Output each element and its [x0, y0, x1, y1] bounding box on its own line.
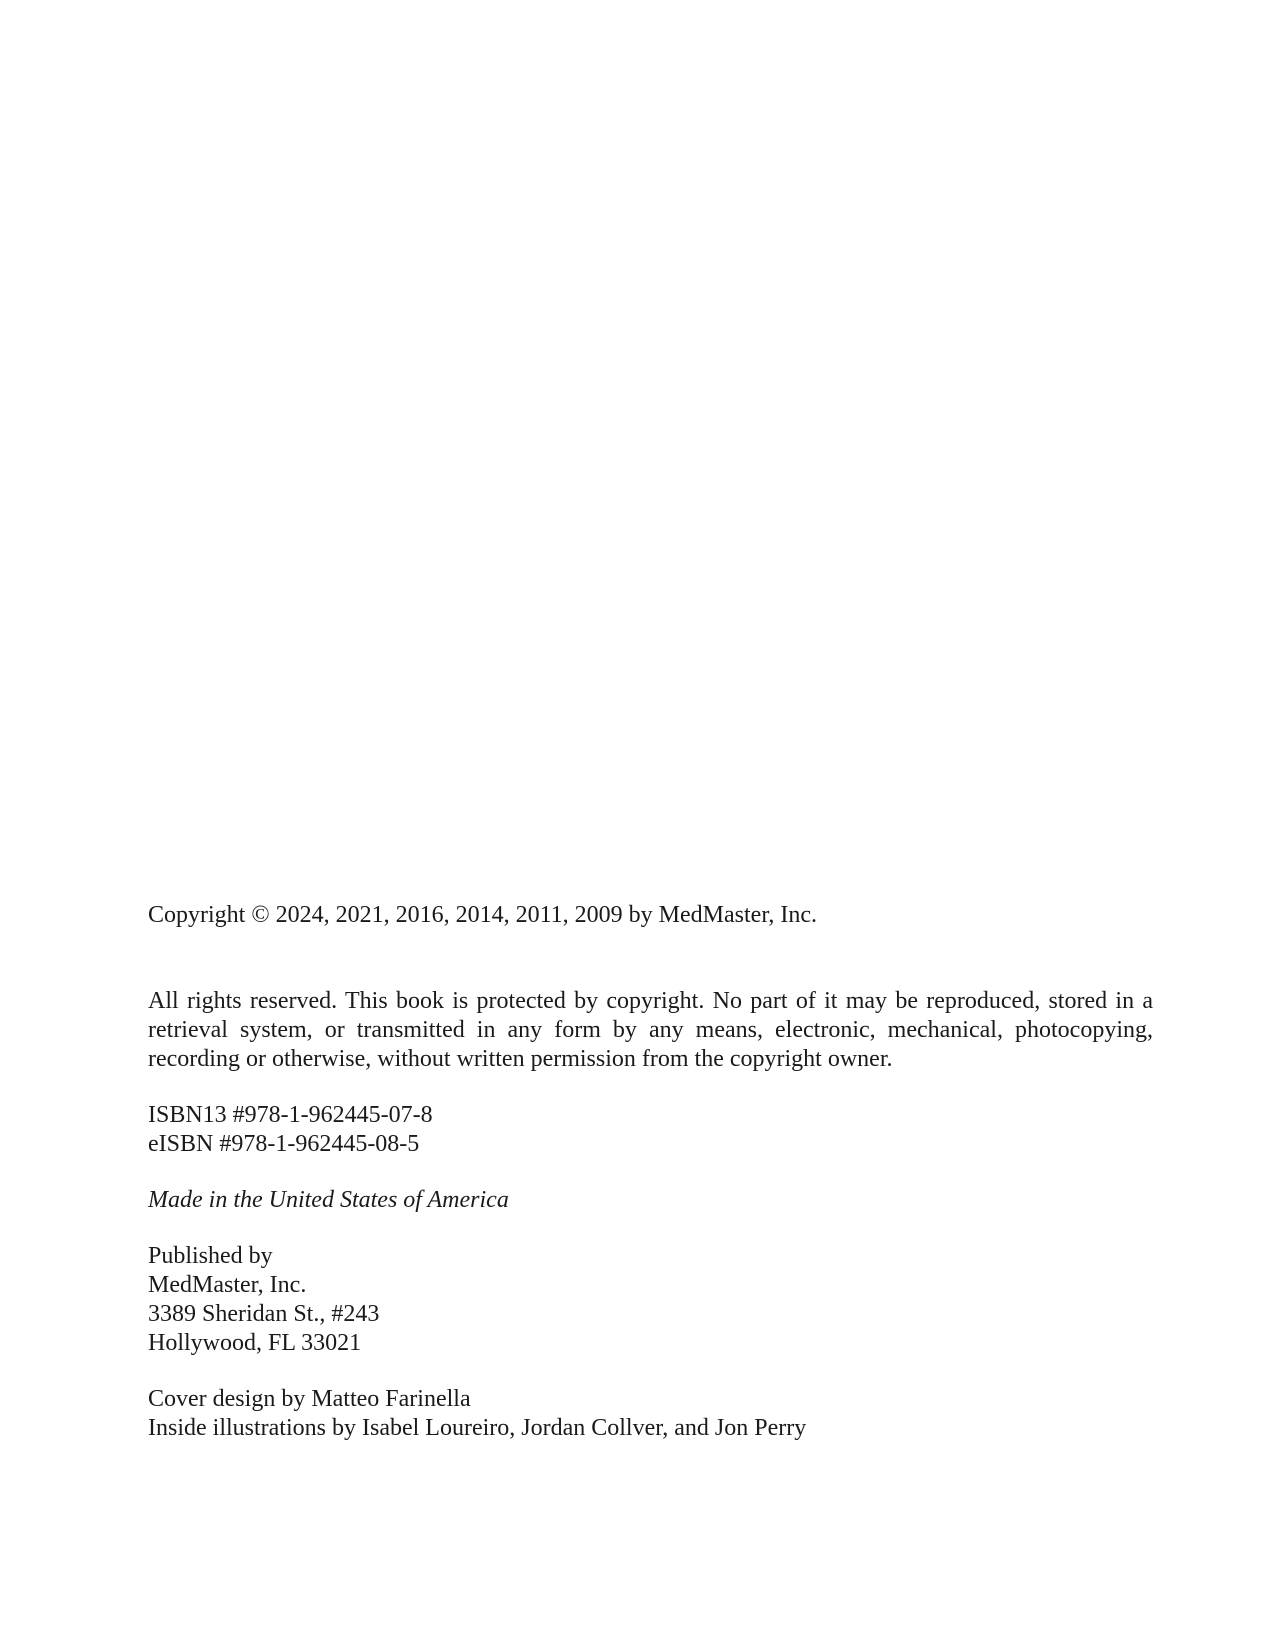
- copyright-notice: Copyright © 2024, 2021, 2016, 2014, 2011, 2009 by MedMaster, Inc.: [148, 902, 817, 928]
- publisher-label: Published by: [148, 1243, 273, 1269]
- isbn-ebook: eISBN #978-1-962445-08-5: [148, 1131, 420, 1157]
- spacer: [148, 1215, 1153, 1242]
- spacer: [148, 1074, 1153, 1101]
- spacer: [148, 1159, 1153, 1186]
- illustration-credit: Inside illustrations by Isabel Loureiro, Jordan Collver, and Jon Perry: [148, 1415, 807, 1441]
- publisher-street: 3389 Sheridan St., #243: [148, 1301, 380, 1327]
- spacer: [148, 1358, 1153, 1385]
- cover-credit: Cover design by Matteo Farinella: [148, 1386, 471, 1412]
- copyright-page-content: [148, 901, 1153, 1443]
- spacer: [148, 930, 1153, 987]
- rights-statement: All rights reserved. This book is protected by copyright. No part of it may be reproduced, stored in a retrieval system, or transmitted in any form by any means, electronic, mechanical, photocopying, recording or otherwise, without written permission from the copyright owner.: [148, 988, 1153, 1072]
- publisher-name: MedMaster, Inc.: [148, 1272, 307, 1298]
- made-in-statement: Made in the United States of America: [148, 1187, 509, 1213]
- isbn-print: ISBN13 #978-1-962445-07-8: [148, 1102, 433, 1128]
- publisher-city: Hollywood, FL 33021: [148, 1330, 362, 1356]
